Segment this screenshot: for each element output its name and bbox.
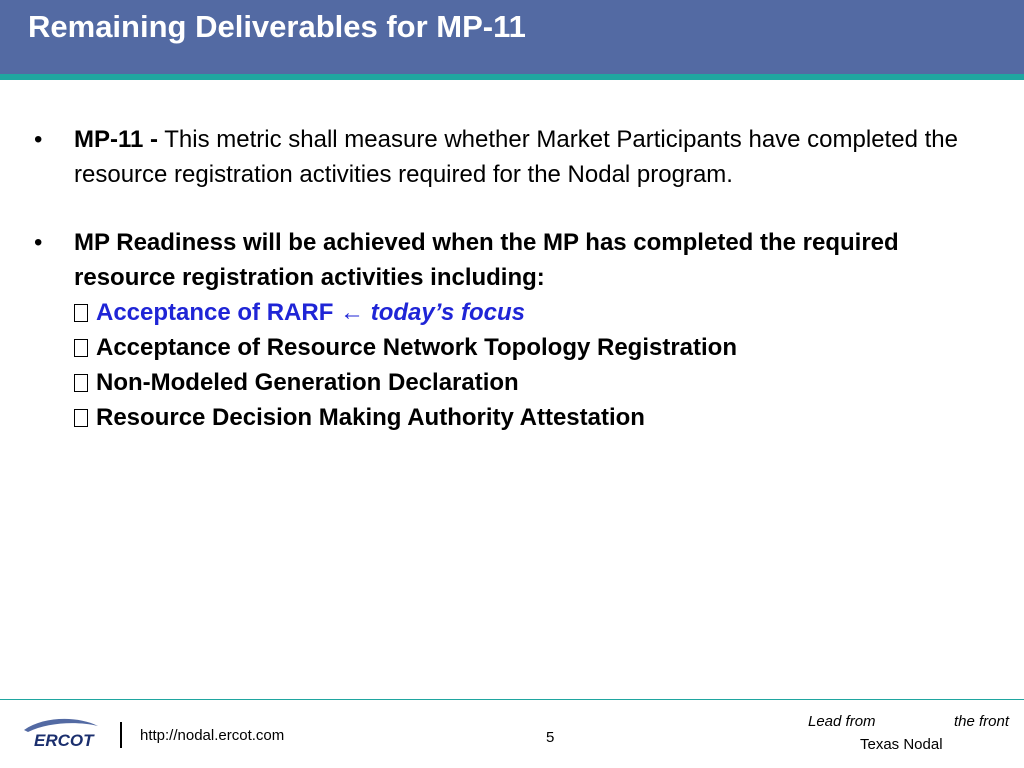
checkbox-icon (74, 374, 88, 392)
slide-title: Remaining Deliverables for MP-11 (28, 9, 526, 44)
tagline-right: the front (954, 713, 1010, 730)
list-item-label: Non-Modeled Generation Declaration (96, 369, 519, 396)
checkbox-icon (74, 339, 88, 357)
checkbox-icon (74, 304, 88, 322)
page-number: 5 (546, 729, 555, 746)
bullet-dot: • (34, 229, 43, 256)
checkbox-icon (74, 409, 88, 427)
focus-note: today’s focus (370, 299, 525, 326)
slide-body (34, 122, 994, 435)
bullet-readiness (34, 225, 994, 435)
list-item-label: Resource Decision Making Authority Attestation (96, 404, 645, 431)
bullet-text: This metric shall measure whether Market Participants have completed the resource registration activities required for the Nodal program. (74, 126, 958, 188)
bullet-lead: MP-11 - (74, 126, 159, 153)
footer-rule (0, 699, 1024, 700)
footer-divider (120, 722, 122, 748)
bullet-mp11 (34, 122, 994, 192)
list-item-label: Acceptance of Resource Network Topology Registration (96, 334, 738, 361)
bullet-text: MP Readiness will be achieved when the MP has completed the required resource registration activities including: (74, 229, 899, 291)
list-item-label: Acceptance of RARF (96, 299, 334, 326)
ercot-logo (20, 714, 100, 750)
svg-text:ERCOT: ERCOT (34, 731, 94, 750)
bullet-dot: • (34, 126, 43, 153)
list-item (74, 330, 994, 365)
title-bar (0, 0, 1024, 74)
program-name: Texas Nodal (860, 736, 943, 753)
tagline-left: Lead from (808, 713, 876, 730)
title-underline (0, 74, 1024, 80)
left-arrow-icon: ← (340, 299, 365, 326)
list-item (74, 295, 994, 330)
footer-url[interactable]: http://nodal.ercot.com (140, 727, 285, 744)
list-item (74, 400, 994, 435)
list-item (74, 365, 994, 400)
